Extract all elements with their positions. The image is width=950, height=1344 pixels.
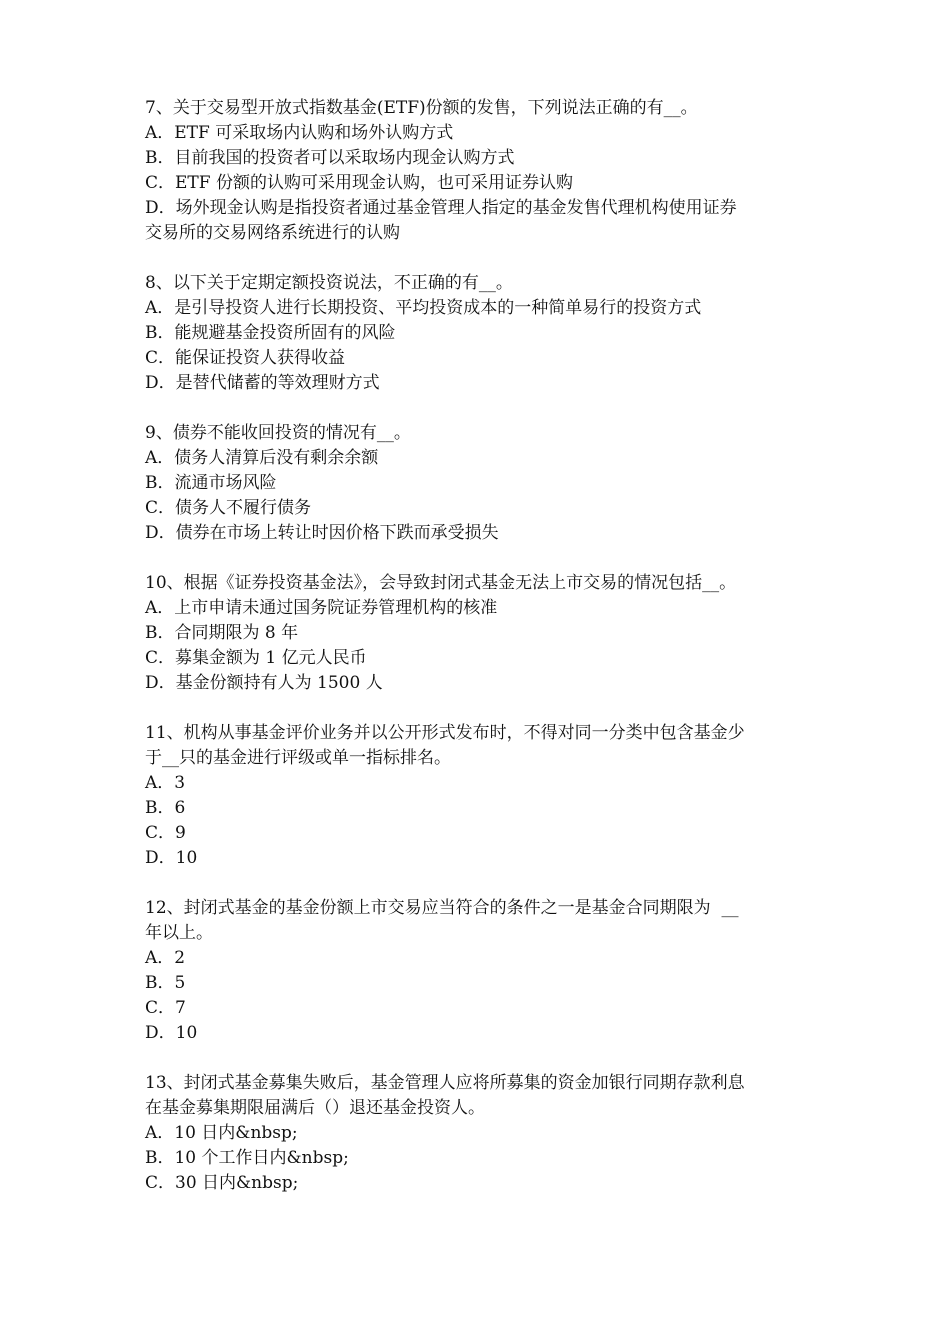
question-stem-continued: 在基金募集期限届满后（）退还基金投资人。: [145, 1098, 485, 1118]
option-d: D．场外现金认购是指投资者通过基金管理人指定的基金发售代理机构使用证券: [145, 198, 737, 218]
question-13: [145, 1071, 815, 1196]
option-d-continued: 交易所的交易网络系统进行的认购: [145, 223, 400, 243]
question-stem: 9、债券不能收回投资的情况有__。: [145, 423, 411, 443]
question-stem: 11、机构从事基金评价业务并以公开形式发布时，不得对同一分类中包含基金少: [145, 723, 745, 743]
question-7: [145, 96, 815, 246]
option-d: D．基金份额持有人为 1500 人: [145, 673, 383, 693]
option-b: B．目前我国的投资者可以采取场内现金认购方式: [145, 148, 515, 168]
question-stem: 12、封闭式基金的基金份额上市交易应当符合的条件之一是基金合同期限为 __: [145, 898, 739, 918]
option-c: C．债务人不履行债务: [145, 498, 312, 518]
option-a: A．ETF 可采取场内认购和场外认购方式: [145, 123, 454, 143]
option-c: C．7: [145, 998, 186, 1018]
question-8: [145, 271, 815, 396]
option-b: B．6: [145, 798, 186, 818]
option-a: A．3: [145, 773, 186, 793]
option-b: B．流通市场风险: [145, 473, 277, 493]
question-stem: 8、以下关于定期定额投资说法，不正确的有__。: [145, 273, 513, 293]
option-c: C．ETF 份额的认购可采用现金认购，也可采用证券认购: [145, 173, 573, 193]
question-stem: 13、封闭式基金募集失败后，基金管理人应将所募集的资金加银行同期存款利息: [145, 1073, 745, 1093]
option-a: A．是引导投资人进行长期投资、平均投资成本的一种简单易行的投资方式: [145, 298, 702, 318]
question-11: [145, 721, 815, 871]
option-b: B．能规避基金投资所固有的风险: [145, 323, 396, 343]
option-a: A．债务人清算后没有剩余余额: [145, 448, 379, 468]
option-d: D．10: [145, 1023, 198, 1043]
option-d: D．10: [145, 848, 198, 868]
option-d: D．债券在市场上转让时因价格下跌而承受损失: [145, 523, 499, 543]
question-stem-continued: 年以上。: [145, 923, 213, 943]
option-b: B．合同期限为 8 年: [145, 623, 299, 643]
option-c: C．9: [145, 823, 186, 843]
question-stem-continued: 于__只的基金进行评级或单一指标排名。: [145, 748, 451, 768]
option-b: B．5: [145, 973, 186, 993]
option-a: A．10 日内&nbsp;: [145, 1123, 298, 1143]
option-c: C．能保证投资人获得收益: [145, 348, 346, 368]
question-stem: 10、根据《证券投资基金法》，会导致封闭式基金无法上市交易的情况包括__。: [145, 573, 737, 593]
question-10: [145, 571, 815, 696]
option-d: D．是替代储蓄的等效理财方式: [145, 373, 380, 393]
question-12: [145, 896, 815, 1046]
document-page: [145, 96, 815, 1221]
question-9: [145, 421, 815, 546]
option-a: A．2: [145, 948, 186, 968]
option-b: B．10 个工作日内&nbsp;: [145, 1148, 349, 1168]
option-a: A．上市申请未通过国务院证券管理机构的核准: [145, 598, 498, 618]
option-c: C．30 日内&nbsp;: [145, 1173, 299, 1193]
option-c: C．募集金额为 1 亿元人民币: [145, 648, 367, 668]
question-stem: 7、关于交易型开放式指数基金(ETF)份额的发售，下列说法正确的有__。: [145, 98, 698, 118]
